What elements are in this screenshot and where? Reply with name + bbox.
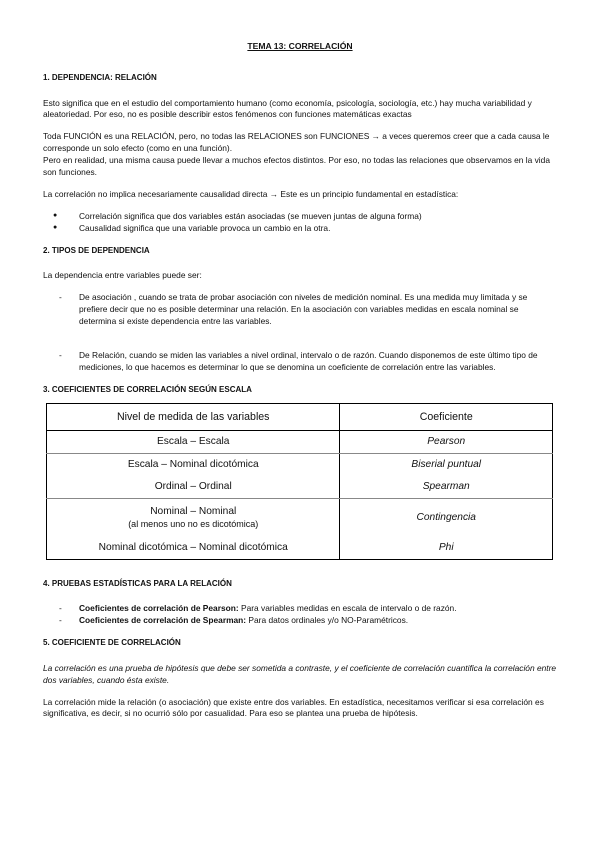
table-cell-coefficient: Spearman bbox=[340, 476, 553, 499]
table-cell-coefficient: Pearson bbox=[340, 431, 553, 454]
section-2-dash-list bbox=[43, 292, 557, 374]
table-header-level: Nivel de medida de las variables bbox=[47, 404, 340, 431]
table-cell-coefficient: Contingencia bbox=[416, 511, 476, 523]
list-item bbox=[79, 603, 557, 615]
section-4-heading: 4. PRUEBAS ESTADÍSTICAS PARA LA RELACIÓN bbox=[43, 579, 232, 589]
section-5-heading: 5. COEFICIENTE DE CORRELACIÓN bbox=[43, 638, 181, 648]
list-item: - De asociación , cuando se trata de probar asociación con niveles de medición nominal. Es una medida muy limitada y se prefiere decir que no es posible determinar una relación. En la asociación con variables medidas en escala nominal se determina si existe dependencia entre las variables. bbox=[79, 292, 557, 328]
table-header-row bbox=[47, 404, 553, 431]
section-4-dash-list bbox=[43, 603, 557, 627]
list-item: ● Correlación significa que dos variables están asociadas (se mueven juntas de alguna forma) bbox=[79, 211, 557, 223]
table-row bbox=[47, 537, 553, 560]
table-row bbox=[47, 499, 553, 538]
table-cell-level bbox=[47, 499, 340, 538]
list-item: - De Relación, cuando se miden las variables a nivel ordinal, intervalo o de razón. Cuando disponemos de este último tipo de mediciones, lo que hacemos es determinar lo que se denomina un coeficiente de correlación entre las variables. bbox=[79, 350, 557, 374]
section-1-paragraph-3: La correlación no implica necesariamente causalidad directa → Este es un principio fundamental en estadística: bbox=[43, 189, 459, 200]
list-item bbox=[79, 615, 557, 627]
table-cell-level-main: Nominal – Nominal bbox=[150, 506, 237, 518]
list-item-text: Para datos ordinales y/o NO-Paramétricos. bbox=[246, 615, 409, 626]
table-cell-level: Nominal dicotómica – Nominal dicotómica bbox=[47, 537, 340, 560]
table-cell-level: Escala – Nominal dicotómica bbox=[47, 454, 340, 477]
document-page bbox=[43, 40, 557, 730]
list-item-bold: Coeficientes de correlación de Spearman: bbox=[79, 615, 247, 626]
section-2-intro: La dependencia entre variables puede ser: bbox=[43, 270, 202, 281]
section-5-italic-text: La correlación es una prueba de hipótesis que debe ser sometida a contraste, y el coeficiente de correlación cuantifica la correlación entre dos variables, cuando ésta existe. bbox=[43, 662, 557, 685]
table-row bbox=[47, 476, 553, 499]
section-1-paragraph-2b: Pero en realidad, una misma causa puede llevar a muchos efectos distintos. Por eso, no todas las relaciones que observamos en la vida son funciones. bbox=[43, 155, 550, 178]
section-1-paragraph-1: Esto significa que en el estudio del comportamiento humano (como economía, psicología, sociología, etc.) hay mucha variabilidad y aleatoriedad. Por eso, no es posible describir estos fenómenos con funciones matemáticas exactas bbox=[43, 97, 532, 120]
correlation-table bbox=[46, 403, 553, 560]
table-cell-level-note: (al menos uno no es dicotómica) bbox=[128, 518, 259, 529]
table-header-coefficient: Coeficiente bbox=[340, 404, 553, 431]
list-item-text: Para variables medidas en escala de intervalo o de razón. bbox=[238, 603, 457, 614]
table-cell-coefficient: Biserial puntual bbox=[411, 458, 482, 470]
table-row bbox=[47, 431, 553, 454]
section-1-heading: 1. DEPENDENCIA: RELACIÓN bbox=[43, 73, 157, 83]
table-cell-level: Escala – Escala bbox=[47, 431, 340, 454]
page-title: TEMA 13: CORRELACIÓN bbox=[247, 41, 353, 51]
section-1-bullet-list bbox=[43, 211, 557, 235]
section-3-heading: 3. COEFICIENTES DE CORRELACIÓN SEGÚN ESCALA bbox=[43, 384, 252, 394]
list-item-bold: Coeficientes de correlación de Pearson: bbox=[79, 603, 239, 614]
section-1-paragraph-2a: Toda FUNCIÓN es una RELACIÓN, pero, no todas las RELACIONES son FUNCIONES → a veces queremos creer que a cada causa le corresponde un solo efecto (como en una función). bbox=[43, 131, 550, 154]
section-5-paragraph: La correlación mide la relación (o asociación) que existe entre dos variables. En estadística, necesitamos verificar si esa correlación es significativa, es decir, si no ocurrió sólo por casualidad. Para eso se plantea una prueba de hipótesis. bbox=[43, 696, 544, 719]
table-cell-coefficient: Phi bbox=[438, 541, 454, 553]
table-row bbox=[47, 454, 553, 477]
list-item: ● Causalidad significa que una variable provoca un cambio en la otra. bbox=[79, 223, 557, 235]
table-cell-level: Ordinal – Ordinal bbox=[47, 476, 340, 499]
section-5-italic-paragraph bbox=[43, 663, 557, 687]
section-2-heading: 2. TIPOS DE DEPENDENCIA bbox=[43, 245, 150, 255]
